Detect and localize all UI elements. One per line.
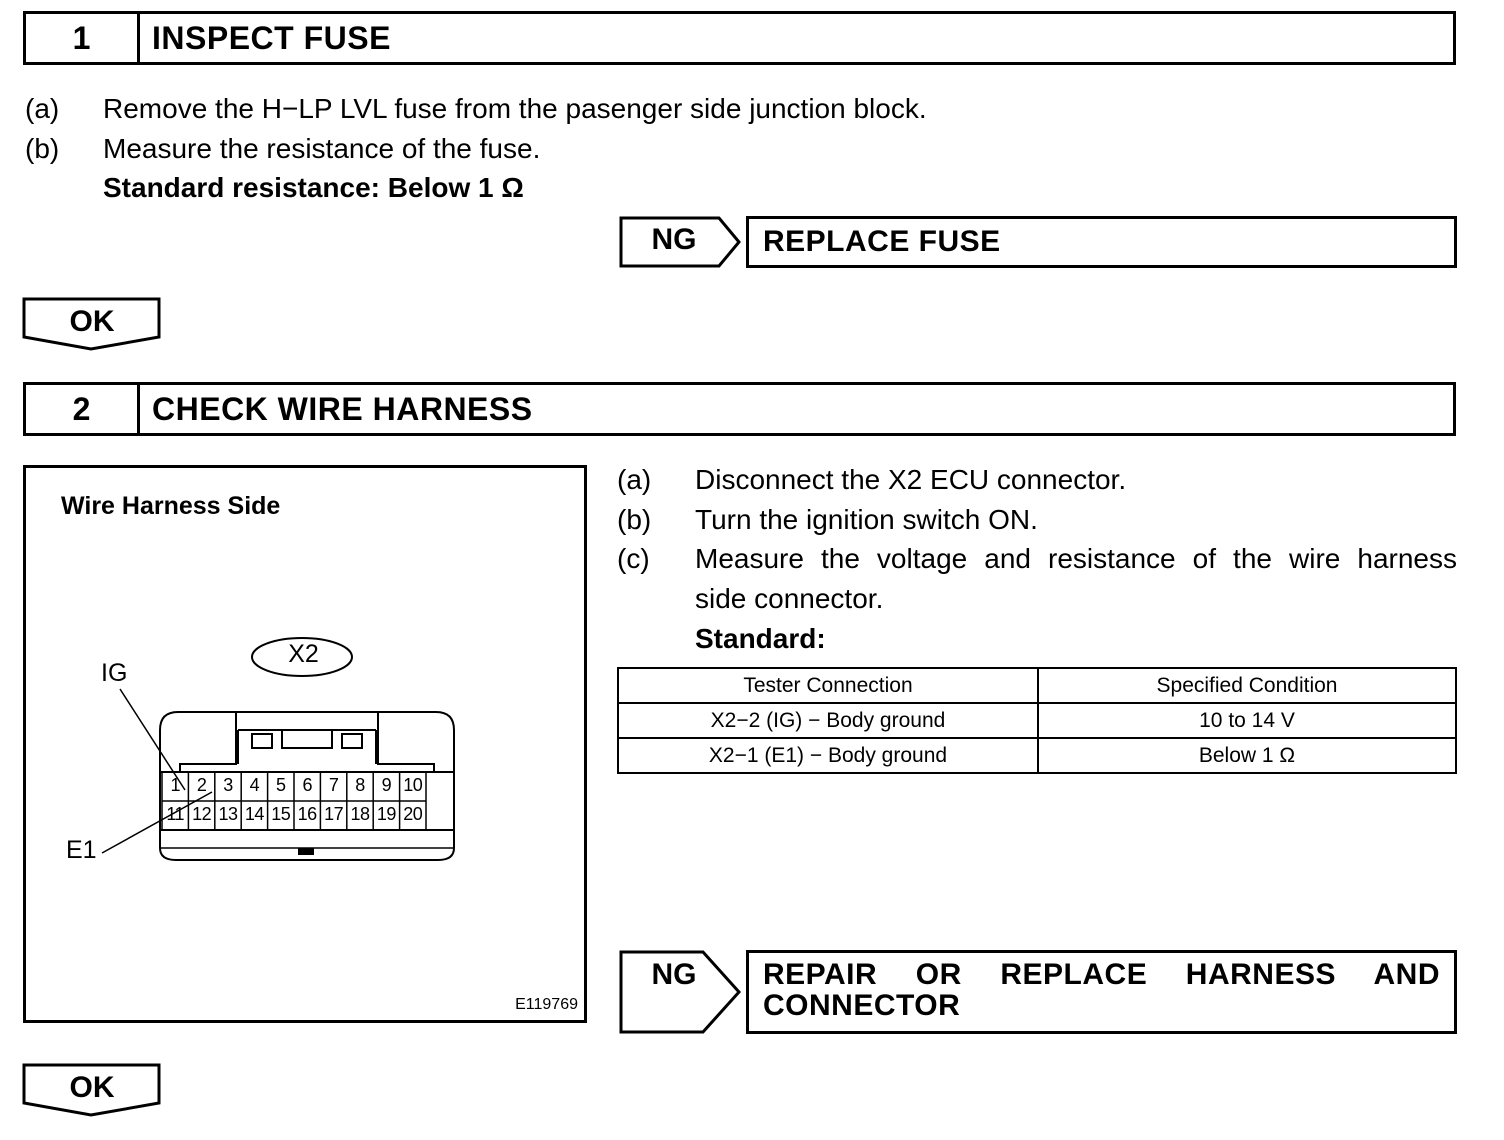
step1-item-a-marker: (a) (25, 93, 60, 124)
step2-item-b-text: Turn the ignition switch ON. (695, 504, 1038, 535)
step2-item-c-marker: (c) (617, 543, 650, 574)
table-row (618, 703, 1456, 738)
step1-standard: Standard resistance: Below 1 Ω (103, 172, 524, 203)
pin-number: 14 (244, 804, 264, 824)
pin-number: 13 (218, 804, 238, 824)
pin-number: 15 (271, 804, 291, 824)
pin-number: 7 (328, 775, 339, 795)
step2-title: CHECK WIRE HARNESS (152, 390, 533, 427)
step2-ng-result (746, 950, 1457, 1034)
step1-ok-arrow (22, 297, 162, 353)
step1-ng-label: NG (651, 223, 697, 256)
pin-label-e1: E1 (66, 836, 97, 864)
step1-header (23, 11, 1456, 65)
step2-item-c-cont: side connector. (695, 583, 884, 614)
table-cell: X2−1 (E1) − Body ground (618, 738, 1038, 773)
step1-title: INSPECT FUSE (152, 19, 391, 56)
pin-number: 20 (403, 804, 423, 824)
step2-item-a-text: Disconnect the X2 ECU connector. (695, 464, 1127, 495)
spec-table (617, 667, 1457, 774)
diagram-title: Wire Harness Side (61, 492, 281, 520)
pin-number: 17 (324, 804, 344, 824)
pin-label-ig: IG (101, 659, 128, 687)
step2-ng-arrow (619, 950, 743, 1034)
step2-header (23, 382, 1456, 436)
step2-number: 2 (26, 385, 140, 433)
step2-standard-label: Standard: (695, 623, 826, 654)
pin-number: 12 (192, 804, 212, 824)
step2-item-b-marker: (b) (617, 504, 652, 535)
step2-ng-result-line1: REPAIR OR REPLACE HARNESS AND (763, 958, 1440, 991)
table-cell: Below 1 Ω (1038, 738, 1456, 773)
pin-number: 10 (403, 775, 423, 795)
step1-item-b-marker: (b) (25, 133, 60, 164)
table-cell: 10 to 14 V (1038, 703, 1456, 738)
pin-number: 11 (166, 804, 185, 824)
step2-item-c-text: Measure the voltage and resistance of the wire harness (695, 543, 1457, 574)
step1-item-a-text: Remove the H−LP LVL fuse from the pasenger side junction block. (103, 93, 927, 124)
connector-label: X2 (288, 640, 319, 668)
step1-item-b-text: Measure the resistance of the fuse. (103, 133, 541, 164)
step2-ok-arrow (22, 1063, 162, 1119)
table-header-row (618, 668, 1456, 703)
connector-diagram (23, 465, 587, 1023)
table-header-cell: Tester Connection (618, 668, 1038, 703)
pin-number: 4 (249, 775, 260, 795)
step2-ng-result-line2: CONNECTOR (763, 989, 961, 1022)
step1-ok-label: OK (69, 305, 115, 338)
table-cell: X2−2 (IG) − Body ground (618, 703, 1038, 738)
pin-number: 6 (302, 775, 312, 795)
figure-id: E119769 (515, 996, 578, 1013)
table-row (618, 738, 1456, 773)
step1-number: 1 (26, 14, 140, 62)
table-header-cell: Specified Condition (1038, 668, 1456, 703)
connector-drawing (26, 468, 584, 1020)
pin-number: 1 (170, 775, 180, 795)
step2-ng-label: NG (651, 958, 697, 991)
pin-number: 18 (350, 804, 370, 824)
pin-number: 2 (196, 775, 207, 795)
pin-number: 8 (355, 775, 365, 795)
pin-number: 9 (381, 775, 392, 795)
step2-ok-label: OK (69, 1071, 115, 1104)
pin-number: 19 (376, 804, 396, 824)
step1-ng-arrow (619, 216, 743, 268)
step2-item-a-marker: (a) (617, 464, 652, 495)
pin-number: 16 (297, 804, 317, 824)
pin-number: 5 (276, 775, 286, 795)
pin-number: 3 (223, 775, 233, 795)
step1-ng-result: REPLACE FUSE (746, 216, 1457, 268)
